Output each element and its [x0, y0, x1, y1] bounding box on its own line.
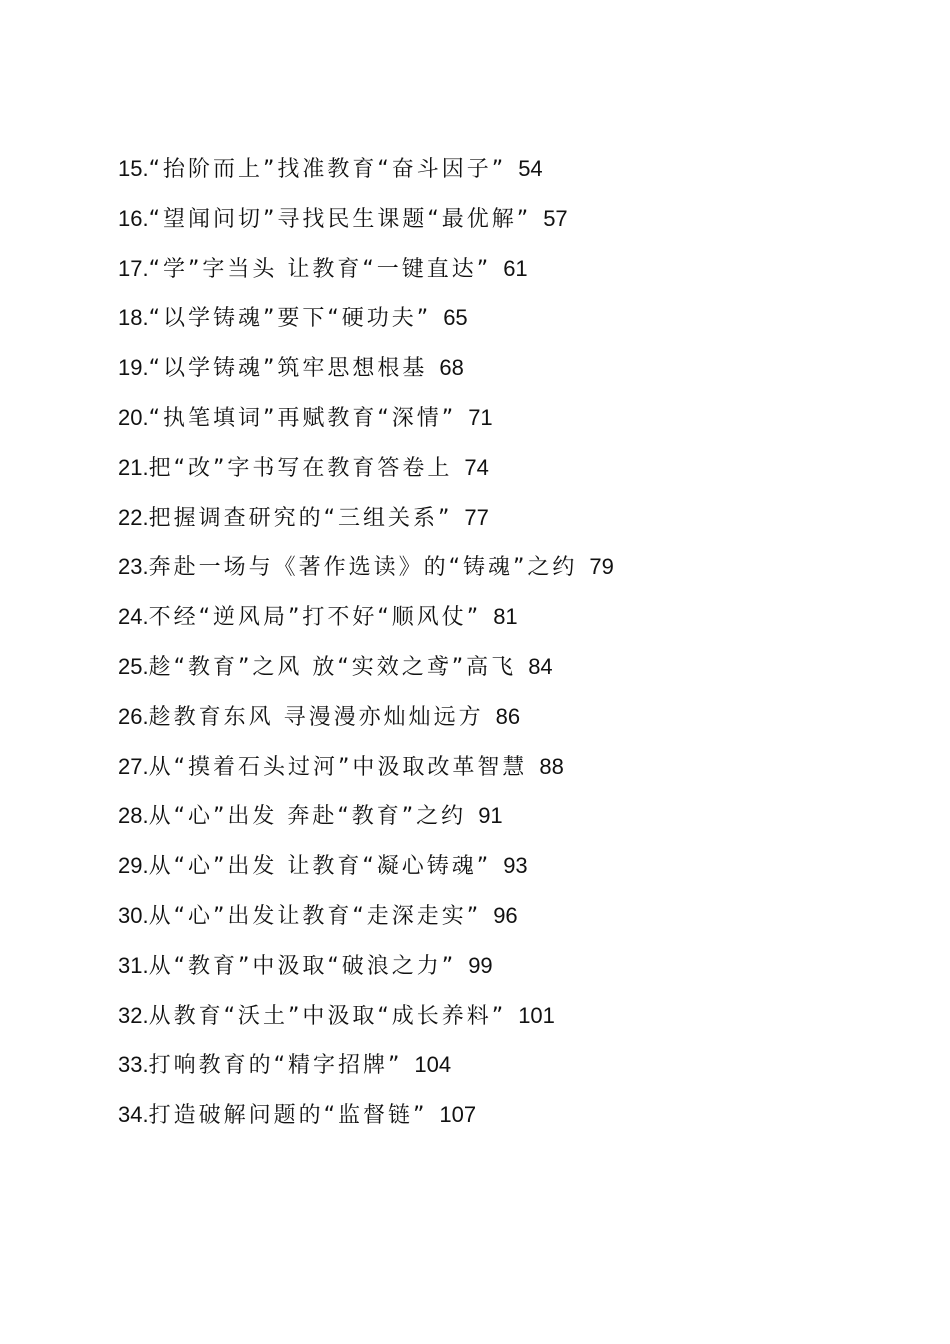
toc-entry: [118, 548, 838, 598]
entry-number: 27.: [118, 753, 149, 779]
entry-number: 18.: [118, 305, 149, 331]
entry-number: 16.: [118, 205, 149, 231]
entry-page-number: 91: [478, 803, 503, 829]
entry-page-number: 107: [439, 1102, 477, 1128]
entry-title: “望闻问切”寻找民生课题“最优解”: [148, 206, 532, 232]
entry-title: 从教育“沃土”中汲取“成长养料”: [148, 1003, 507, 1029]
entry-title: 趁教育东风 寻漫漫亦灿灿远方: [148, 704, 484, 730]
toc-entry: [118, 648, 838, 698]
table-of-contents: [118, 150, 838, 1146]
entry-page-number: 61: [503, 255, 528, 281]
entry-page-number: 88: [539, 753, 564, 779]
toc-entry: [118, 499, 838, 549]
entry-number: 19.: [118, 355, 149, 381]
entry-title: 打造破解问题的“监督链”: [148, 1103, 428, 1129]
entry-title: 从“心”出发 让教育“凝心铸魂”: [148, 854, 492, 880]
entry-page-number: 77: [464, 504, 489, 530]
toc-entry: [118, 200, 838, 250]
toc-entry: [118, 399, 838, 449]
toc-entry: [118, 748, 838, 798]
entry-title: 打响教育的“精字招牌”: [148, 1053, 403, 1079]
entry-page-number: 71: [468, 404, 493, 430]
entry-title: “学”字当头 让教育“一键直达”: [148, 256, 492, 282]
toc-entry: [118, 698, 838, 748]
entry-number: 33.: [118, 1052, 149, 1078]
entry-page-number: 54: [518, 156, 543, 181]
entry-number: 23.: [118, 554, 149, 580]
entry-number: 20.: [118, 404, 149, 430]
toc-entry: [118, 1046, 838, 1096]
toc-entry: [118, 349, 838, 399]
entry-page-number: 74: [464, 454, 489, 480]
entry-page-number: 68: [439, 355, 464, 381]
entry-title: 从“心”出发 奔赴“教育”之约: [148, 804, 467, 830]
toc-entry: [118, 299, 838, 349]
toc-entry: [118, 1096, 838, 1146]
toc-entry: [118, 947, 838, 997]
entry-page-number: 86: [495, 703, 521, 729]
entry-number: 30.: [118, 902, 149, 928]
entry-page-number: 81: [493, 604, 518, 630]
entry-number: 17.: [118, 255, 149, 281]
entry-title: “以学铸魂”要下“硬功夫”: [148, 306, 432, 332]
entry-number: 31.: [118, 952, 149, 978]
entry-title: “抬阶而上”找准教育“奋斗因子”: [148, 157, 507, 182]
entry-page-number: 96: [493, 902, 518, 928]
entry-title: 把“改”字书写在教育答卷上: [148, 455, 453, 481]
entry-title: 从“教育”中汲取“破浪之力”: [148, 953, 457, 979]
entry-number: 29.: [118, 853, 149, 879]
entry-page-number: 99: [468, 952, 493, 978]
entry-title: 从“摸着石头过河”中汲取改革智慧: [148, 754, 528, 780]
entry-number: 15.: [118, 156, 149, 181]
entry-title: “以学铸魂”筑牢思想根基: [148, 356, 428, 382]
entry-number: 25.: [118, 653, 149, 679]
toc-entry: [118, 250, 838, 300]
toc-entry: [118, 449, 838, 499]
toc-entry: [118, 997, 838, 1047]
toc-entry: [118, 897, 838, 947]
entry-title: “执笔填词”再赋教育“深情”: [148, 405, 457, 431]
entry-page-number: 101: [518, 1002, 555, 1028]
entry-number: 34.: [118, 1102, 149, 1128]
toc-entry: [118, 598, 838, 648]
entry-number: 21.: [118, 454, 149, 480]
entry-title: 不经“逆风局”打不好“顺风仗”: [148, 605, 482, 631]
entry-title: 趁“教育”之风 放“实效之鸢”高飞: [148, 654, 517, 680]
entry-page-number: 84: [528, 653, 553, 679]
entry-title: 从“心”出发让教育“走深走实”: [148, 903, 482, 929]
toc-entry: [118, 150, 838, 200]
entry-page-number: 104: [414, 1052, 452, 1078]
entry-title: 奔赴一场与《著作选读》的“铸魂”之约: [148, 555, 578, 581]
entry-number: 22.: [118, 504, 149, 530]
entry-number: 24.: [118, 604, 149, 630]
entry-number: 28.: [118, 803, 149, 829]
entry-number: 26.: [118, 703, 149, 729]
entry-page-number: 93: [503, 853, 528, 879]
entry-page-number: 57: [543, 205, 568, 231]
toc-entry: [118, 797, 838, 847]
entry-page-number: 79: [589, 554, 614, 580]
entry-page-number: 65: [443, 305, 468, 331]
entry-number: 32.: [118, 1002, 149, 1028]
toc-entry: [118, 847, 838, 897]
entry-title: 把握调查研究的“三组关系”: [148, 505, 453, 531]
